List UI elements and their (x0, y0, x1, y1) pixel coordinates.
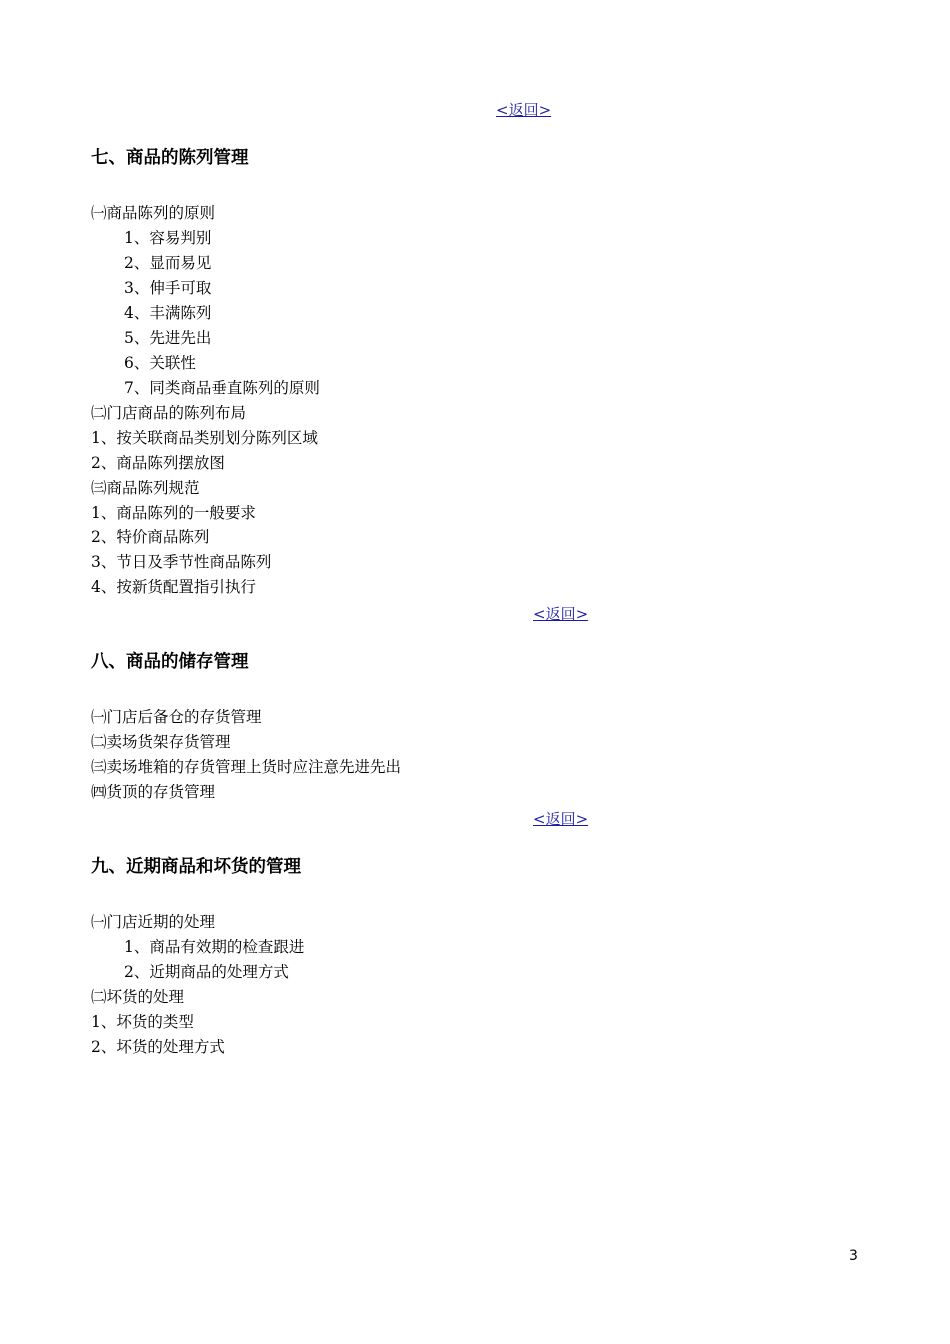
list-item: 2、显而易见 (124, 254, 212, 272)
list-item: ㈠商品陈列的原则 (91, 204, 216, 222)
list-item: ㈣货顶的存货管理 (91, 783, 216, 801)
back-link[interactable]: <返回> (533, 605, 589, 623)
list-item: 2、坏货的处理方式 (91, 1038, 225, 1056)
list-item: 3、节日及季节性商品陈列 (91, 553, 272, 571)
list-item: 1、坏货的类型 (91, 1013, 194, 1031)
list-item: 1、容易判别 (124, 229, 212, 247)
list-item: ㈢卖场堆箱的存货管理上货时应注意先进先出 (91, 758, 402, 776)
back-link[interactable]: <返回> (496, 101, 552, 119)
list-item: 2、近期商品的处理方式 (124, 963, 289, 981)
section-heading: 七、商品的陈列管理 (91, 148, 249, 168)
back-link[interactable]: <返回> (533, 810, 589, 828)
list-item: 2、特价商品陈列 (91, 528, 210, 546)
section-heading: 八、商品的储存管理 (91, 652, 249, 672)
list-item: 1、按关联商品类别划分陈列区域 (91, 429, 318, 447)
list-item: ㈡门店商品的陈列布局 (91, 404, 247, 422)
section-heading: 九、近期商品和坏货的管理 (91, 857, 301, 877)
list-item: 1、商品有效期的检查跟进 (124, 938, 305, 956)
list-item: 7、同类商品垂直陈列的原则 (124, 379, 320, 397)
list-item: 1、商品陈列的一般要求 (91, 504, 256, 522)
page-number: 3 (849, 1248, 858, 1264)
list-item: ㈠门店近期的处理 (91, 913, 216, 931)
list-item: 6、关联性 (124, 354, 196, 372)
list-item: 5、先进先出 (124, 329, 212, 347)
list-item: 4、丰满陈列 (124, 304, 212, 322)
list-item: 2、商品陈列摆放图 (91, 454, 225, 472)
list-item: ㈡卖场货架存货管理 (91, 733, 231, 751)
list-item: ㈠门店后备仓的存货管理 (91, 708, 262, 726)
list-item: ㈡坏货的处理 (91, 988, 185, 1006)
list-item: 4、按新货配置指引执行 (91, 578, 256, 596)
list-item: 3、伸手可取 (124, 279, 212, 297)
list-item: ㈢商品陈列规范 (91, 479, 200, 497)
